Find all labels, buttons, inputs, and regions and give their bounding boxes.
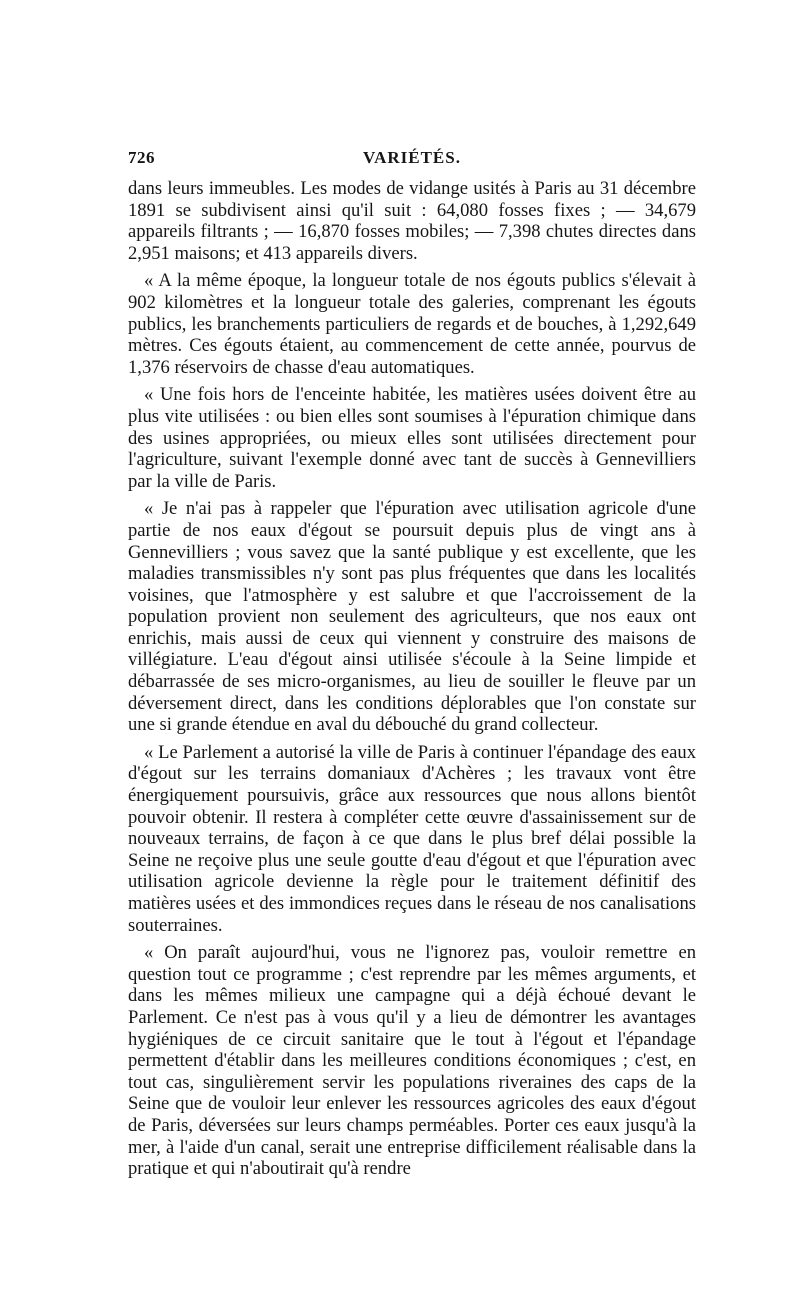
paragraph-gennevilliers: « Je n'ai pas à rappeler que l'épuration avec utilisation agricole d'une partie de nos eaux d'égout se poursuit depuis plus de vingt ans à Gennevilliers ; vous savez que la santé publique y est excellente, que les maladies transmissibles n'y sont pas plus fréquentes que dans les localités voisines, que l'atmosphère y est salubre et que l'accroissement de la population provient non seulement des agriculteurs, que nos eaux ont enrichis, mais aussi de ceux qui viennent y construire des maisons de villégiature. L'eau d'égout ainsi utilisée s'écoule à la Seine limpide et débarrassée de ses micro-organismes, au lieu de souiller le fleuve par un déversement direct, dans les conditions déplorables que l'on constate sur une si grande étendue en aval du débouché du grand collecteur. xyxy=(128,498,696,736)
paragraph-epuration: « Une fois hors de l'enceinte habitée, les matières usées doivent être au plus vite utilisées : ou bien elles sont soumises à l'épuration chimique dans des usines appropriées, ou mieux elles sont utilisées directement pour l'agriculture, suivant l'exemple donné avec tant de succès à Gennevilliers par la ville de Paris. xyxy=(128,384,696,492)
body-text xyxy=(128,178,696,1180)
paragraph-egouts-length: « A la même époque, la longueur totale de nos égouts publics s'élevait à 902 kilomètres et la longueur totale des galeries, comprenant les égouts publics, les branchements particuliers de regards et de bouches, à 1,292,649 mètres. Ces égouts étaient, au commencement de cette année, pourvus de 1,376 réservoirs de chasse d'eau automatiques. xyxy=(128,270,696,378)
paragraph-parlement-acheres: « Le Parlement a autorisé la ville de Paris à continuer l'épandage des eaux d'égout sur les terrains domaniaux d'Achères ; les travaux vont être énergiquement poursuivis, grâce aux ressources que nous allons bientôt pouvoir obtenir. Il restera à compléter cette œuvre d'assainissement sur de nouveaux terrains, de façon à ce que dans le plus bref délai possible la Seine ne reçoive plus une seule goutte d'eau d'égout et que l'épuration avec utilisation agricole devienne la règle pour le traitement définitif des matières usées et des immondices reçues dans le réseau de nos canalisations souterraines. xyxy=(128,741,696,936)
book-page xyxy=(128,148,696,1180)
running-title: VARIÉTÉS. xyxy=(363,148,461,167)
running-head xyxy=(128,148,696,178)
paragraph-vidange-statistics: dans leurs immeubles. Les modes de vidange usités à Paris au 31 décembre 1891 se subdivisent ainsi qu'il suit : 64,080 fosses fixes ; — 34,679 appareils filtrants ; — 16,870 fosses mobiles; — 7,398 chutes directes dans 2,951 maisons; et 413 appareils divers. xyxy=(128,178,696,264)
paragraph-programme-question: « On paraît aujourd'hui, vous ne l'ignorez pas, vouloir remettre en question tout ce programme ; c'est reprendre par les mêmes arguments, et dans les mêmes milieux une campagne qui a déjà échoué devant le Parlement. Ce n'est pas à vous qu'il y a lieu de démontrer les avantages hygiéniques de ce circuit sanitaire que le tout à l'égout et l'épandage permettent d'établir dans les meilleures conditions économiques ; c'est, en tout cas, singulièrement servir les populations riveraines des caps de la Seine que de vouloir leur enlever les ressources agricoles des eaux d'égout de Paris, déversées sur leurs champs perméables. Porter ces eaux jusqu'à la mer, à l'aide d'un canal, serait une entreprise difficilement réalisable dans la pratique et qui n'aboutirait qu'à rendre xyxy=(128,942,696,1180)
page-number: 726 xyxy=(128,148,155,167)
